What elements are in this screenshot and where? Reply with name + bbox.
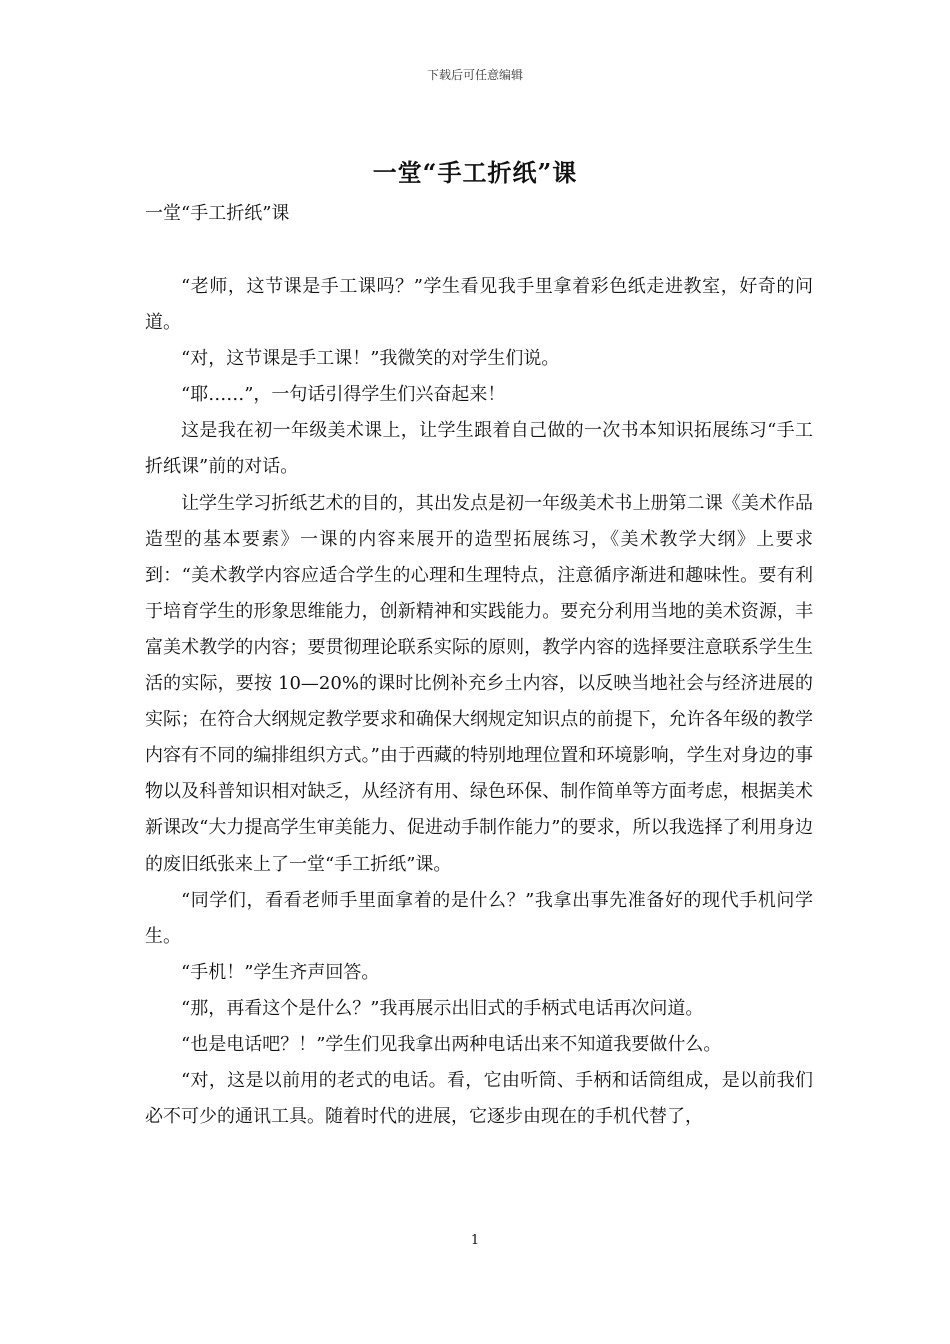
page-number: 1 — [470, 1233, 480, 1248]
document-subtitle: 一堂“手工折纸”课 — [145, 203, 290, 224]
paragraph: “老师，这节课是手工课吗？”学生看见我手里拿着彩色纸走进教室，好奇的问道。 — [145, 276, 813, 334]
paragraph: “对，这是以前用的老式的电话。看，它由听筒、手柄和话筒组成，是以前我们必不可少的通讯工具。随着时代的进展，它逐步由现在的手机代替了， — [145, 1070, 813, 1128]
paragraph: “也是电话吧？！”学生们见我拿出两种电话出来不知道我要做什么。 — [181, 1033, 722, 1055]
paragraph: “手机！”学生齐声回答。 — [181, 961, 380, 983]
page-header: 下载后可任意编辑 — [426, 68, 523, 82]
paragraph: “耶……”，一句话引得学生们兴奋起来！ — [181, 384, 506, 406]
paragraph: 这是我在初一年级美术课上，让学生跟着自己做的一次书本知识拓展练习“手工折纸课”前的对话。 — [145, 420, 813, 478]
document-body — [145, 269, 813, 1135]
paragraph: “同学们，看看老师手里面拿着的是什么？”我拿出事先准备好的现代手机问学生。 — [145, 889, 813, 947]
paragraph: 让学生学习折纸艺术的目的，其出发点是初一年级美术书上册第二课《美术作品造型的基本要素》一课的内容来展开的造型拓展练习，《美术教学大纲》上要求到：“美术教学内容应适合学生的心理和生理特点，注意循序渐进和趣味性。要有利于培育学生的形象思维能力，创新精神和实践能力。要充分利用当地的美术资源，丰富美术教学的内容；要贯彻理论联系实际的原则，教学内容的选择要注意联系学生生活的实际，要按 10—20%的课时比例补充乡土内容，以反映当地社会与经济进展的实际；在符合大纲规定教学要求和确保大纲规定知识点的前提下，允许各年级的教学内容有不同的编排组织方式。”由于西藏的特别地理位置和环境影响，学生对身边的事物以及科普知识相对缺乏，从经济有用、绿色环保、制作简单等方面考虑，根据美术新课改“大力提高学生审美能力、促进动手制作能力”的要求，所以我选择了利用身边的废旧纸张来上了一堂“手工折纸”课。 — [145, 492, 813, 875]
document-title: 一堂“手工折纸”课 — [372, 158, 578, 187]
paragraph: “对，这节课是手工课！”我微笑的对学生们说。 — [181, 348, 560, 370]
paragraph: “那，再看这个是什么？”我再展示出旧式的手柄式电话再次问道。 — [181, 997, 704, 1019]
